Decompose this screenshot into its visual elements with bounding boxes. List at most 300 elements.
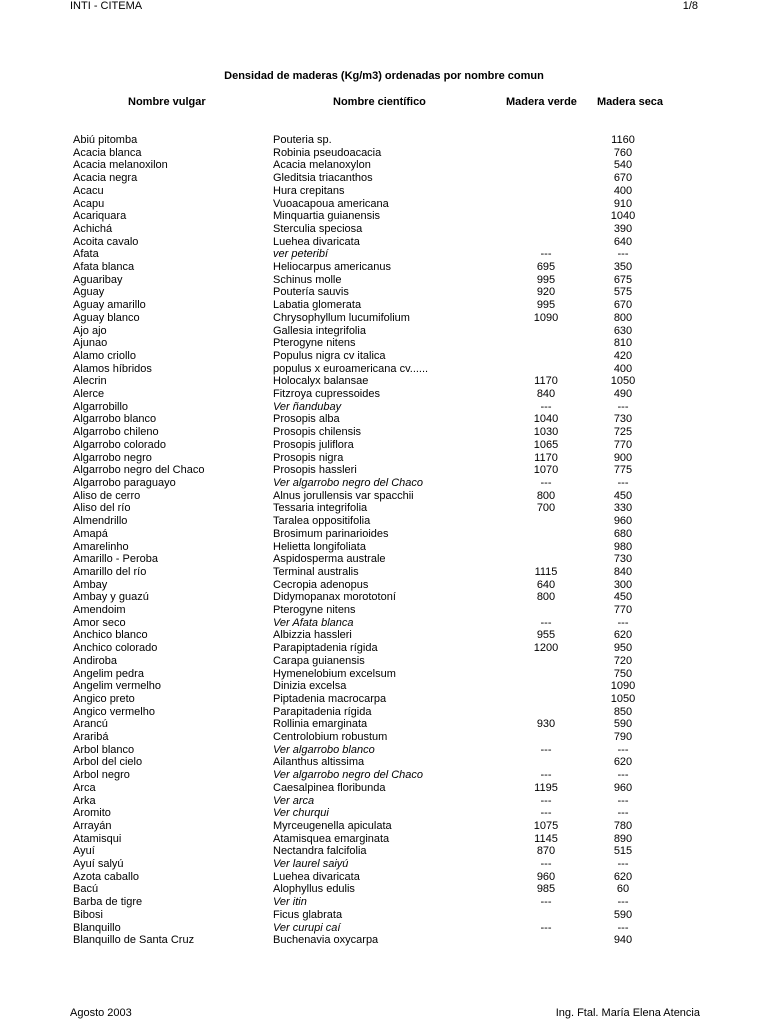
- cell-nombre-vulgar: Ayuí: [73, 845, 95, 858]
- cell-madera-verde: ---: [540, 794, 552, 807]
- cell-madera-seca: 1050: [610, 375, 636, 388]
- cell-nombre-cientifico: Vuoacapoua americana: [273, 197, 389, 210]
- cell-nombre-vulgar: Amapá: [73, 527, 108, 540]
- table-row: [73, 159, 645, 172]
- cell-madera-verde: 1200: [533, 642, 559, 655]
- cell-nombre-vulgar: Ayuí salyú: [73, 858, 124, 871]
- cell-madera-seca: 490: [613, 388, 633, 401]
- cell-madera-seca: 400: [613, 184, 633, 197]
- cell-madera-verde: [491, 934, 601, 947]
- cell-nombre-cientifico: Ver churqui: [273, 807, 329, 820]
- cell-nombre-vulgar: Arbol del cielo: [73, 756, 143, 769]
- table-row: [73, 299, 645, 312]
- cell-madera-seca: 1050: [610, 692, 636, 705]
- cell-madera-verde: 995: [536, 299, 556, 312]
- cell-madera-verde: [491, 172, 601, 185]
- table-row: [73, 541, 645, 554]
- cell-madera-seca: ---: [617, 743, 629, 756]
- cell-madera-seca: 300: [613, 578, 633, 591]
- cell-nombre-cientifico: Hura crepitans: [273, 184, 345, 197]
- cell-nombre-vulgar: Azota caballo: [73, 870, 140, 883]
- cell-nombre-vulgar: Aguay blanco: [73, 311, 140, 324]
- cell-madera-seca: 515: [613, 845, 633, 858]
- cell-nombre-vulgar: Aliso de cerro: [73, 489, 141, 502]
- cell-nombre-vulgar: Aromito: [73, 807, 111, 820]
- cell-madera-verde: 800: [536, 489, 556, 502]
- cell-madera-seca: 960: [613, 781, 633, 794]
- cell-madera-verde: [491, 185, 601, 198]
- cell-madera-seca: ---: [617, 921, 629, 934]
- cell-nombre-cientifico: Albizzia hassleri: [273, 629, 352, 642]
- cell-nombre-vulgar: Acacia melanoxilon: [73, 159, 168, 172]
- cell-madera-seca: 910: [613, 197, 633, 210]
- cell-madera-verde: [491, 210, 601, 223]
- table-row: [73, 477, 645, 490]
- cell-madera-verde: ---: [540, 921, 552, 934]
- table-row: [73, 172, 645, 185]
- table-row: [73, 236, 645, 249]
- cell-madera-seca: 575: [613, 286, 633, 299]
- cell-nombre-cientifico: Ailanthus altissima: [273, 756, 365, 769]
- cell-nombre-cientifico: Poutería sauvis: [273, 286, 349, 299]
- table-row: [73, 439, 645, 452]
- cell-madera-verde: [491, 159, 601, 172]
- cell-nombre-cientifico: Robinia pseudoacacia: [273, 146, 382, 159]
- cell-madera-seca: 670: [613, 172, 633, 185]
- table-row: [73, 401, 645, 414]
- cell-madera-verde: [491, 147, 601, 160]
- table-row: [73, 248, 645, 261]
- cell-nombre-cientifico: Brosimum parinarioides: [273, 527, 389, 540]
- cell-nombre-vulgar: Alecrin: [73, 375, 107, 388]
- cell-madera-verde: 1065: [533, 438, 559, 451]
- cell-madera-seca: 720: [613, 654, 633, 667]
- cell-nombre-cientifico: Schinus molle: [273, 273, 342, 286]
- table-row: [73, 820, 645, 833]
- cell-nombre-vulgar: Ambay y guazú: [73, 591, 149, 604]
- cell-nombre-vulgar: Algarrobo negro del Chaco: [73, 464, 205, 477]
- cell-nombre-vulgar: Algarrobo chileno: [73, 426, 159, 439]
- cell-madera-seca: 850: [613, 705, 633, 718]
- cell-madera-seca: 330: [613, 502, 633, 515]
- cell-madera-verde: 960: [536, 870, 556, 883]
- cell-madera-seca: ---: [617, 616, 629, 629]
- cell-madera-seca: ---: [617, 769, 629, 782]
- cell-nombre-vulgar: Arbol negro: [73, 769, 130, 782]
- cell-madera-seca: 950: [613, 642, 633, 655]
- cell-nombre-cientifico: Pouteria sp.: [273, 134, 332, 146]
- cell-madera-verde: 1070: [533, 464, 559, 477]
- cell-madera-verde: [491, 325, 601, 338]
- cell-madera-verde: 1170: [534, 451, 558, 464]
- cell-nombre-cientifico: Hymenelobium excelsum: [273, 667, 396, 680]
- cell-madera-seca: 730: [613, 413, 633, 426]
- cell-nombre-vulgar: Barba de tigre: [73, 896, 143, 909]
- cell-madera-verde: [491, 668, 601, 681]
- cell-nombre-vulgar: Algarrobo colorado: [73, 438, 166, 451]
- cell-madera-seca: 630: [613, 324, 633, 337]
- table-row: [73, 909, 645, 922]
- cell-nombre-vulgar: Angico vermelho: [73, 705, 155, 718]
- density-table-body: [73, 134, 645, 947]
- cell-madera-verde: 1115: [534, 565, 558, 578]
- cell-madera-verde: ---: [540, 400, 552, 413]
- cell-nombre-cientifico: Fitzroya cupressoides: [273, 388, 380, 401]
- table-row: [73, 452, 645, 465]
- cell-nombre-vulgar: Abiú pitomba: [73, 134, 138, 146]
- cell-madera-verde: [491, 756, 601, 769]
- cell-nombre-cientifico: Pterogyne nitens: [273, 337, 356, 350]
- table-row: [73, 655, 645, 668]
- cell-madera-verde: [491, 655, 601, 668]
- cell-nombre-vulgar: Aguay: [73, 286, 105, 299]
- cell-nombre-vulgar: Andiroba: [73, 654, 118, 667]
- table-row: [73, 795, 645, 808]
- cell-madera-verde: ---: [540, 807, 552, 820]
- cell-nombre-cientifico: Parapiptadenia rígida: [273, 642, 378, 655]
- cell-madera-seca: 590: [613, 908, 633, 921]
- cell-madera-seca: 450: [613, 489, 633, 502]
- cell-madera-seca: 940: [613, 934, 633, 947]
- cell-madera-verde: 695: [536, 261, 556, 274]
- cell-madera-seca: 1160: [611, 134, 635, 146]
- table-row: [73, 185, 645, 198]
- density-table: [73, 134, 645, 947]
- cell-madera-verde: [491, 604, 601, 617]
- cell-nombre-cientifico: Helietta longifoliata: [273, 540, 366, 553]
- cell-madera-verde: [491, 198, 601, 211]
- cell-madera-seca: 620: [613, 629, 633, 642]
- table-row: [73, 312, 645, 325]
- table-row: [73, 553, 645, 566]
- cell-madera-verde: [491, 515, 601, 528]
- table-row: [73, 693, 645, 706]
- cell-nombre-vulgar: Alerce: [73, 388, 105, 401]
- cell-madera-verde: [491, 680, 601, 693]
- cell-nombre-vulgar: Aliso del río: [73, 502, 131, 515]
- cell-madera-verde: ---: [540, 769, 552, 782]
- table-row: [73, 375, 645, 388]
- cell-madera-verde: 1145: [534, 832, 558, 845]
- cell-madera-verde: 1090: [533, 311, 559, 324]
- cell-nombre-vulgar: Almendrillo: [73, 515, 128, 528]
- table-row: [73, 807, 645, 820]
- cell-nombre-vulgar: Araribá: [73, 731, 109, 744]
- table-row: [73, 617, 645, 630]
- cell-madera-verde: ---: [540, 858, 552, 871]
- cell-nombre-vulgar: Amarelinho: [73, 540, 129, 553]
- cell-madera-seca: ---: [617, 896, 629, 909]
- cell-nombre-cientifico: Buchenavia oxycarpa: [273, 934, 379, 947]
- cell-madera-verde: [491, 363, 601, 376]
- cell-madera-seca: ---: [617, 248, 629, 261]
- cell-nombre-vulgar: Amendoim: [73, 604, 126, 617]
- cell-madera-seca: 450: [613, 591, 633, 604]
- cell-nombre-vulgar: Algarrobo negro: [73, 451, 152, 464]
- cell-nombre-cientifico: Prosopis hassleri: [273, 464, 357, 477]
- table-row: [73, 490, 645, 503]
- table-row: [73, 210, 645, 223]
- cell-madera-seca: 620: [613, 756, 633, 769]
- table-row: [73, 337, 645, 350]
- cell-nombre-cientifico: Populus nigra cv italica: [273, 349, 386, 362]
- cell-madera-verde: [491, 528, 601, 541]
- cell-nombre-vulgar: Angelim vermelho: [73, 680, 162, 693]
- column-header-madera-verde: Madera verde: [506, 96, 577, 108]
- cell-nombre-vulgar: Acoita cavalo: [73, 235, 139, 248]
- cell-nombre-cientifico: Cecropia adenopus: [273, 578, 369, 591]
- cell-madera-verde: [491, 134, 601, 147]
- cell-nombre-cientifico: populus x euroamericana cv......: [273, 362, 429, 375]
- cell-madera-seca: 800: [613, 311, 633, 324]
- cell-nombre-vulgar: Arbol blanco: [73, 743, 135, 756]
- cell-madera-verde: [491, 236, 601, 249]
- cell-madera-seca: 750: [613, 667, 633, 680]
- cell-nombre-vulgar: Ajo ajo: [73, 324, 107, 337]
- cell-nombre-cientifico: Heliocarpus americanus: [273, 261, 391, 274]
- cell-nombre-cientifico: Alnus jorullensis var spacchii: [273, 489, 414, 502]
- cell-nombre-vulgar: Aguaribay: [73, 273, 123, 286]
- cell-nombre-cientifico: Labatia glomerata: [273, 299, 362, 312]
- cell-nombre-vulgar: Blanquillo: [73, 921, 121, 934]
- cell-madera-verde: [491, 706, 601, 719]
- table-row: [73, 286, 645, 299]
- cell-nombre-cientifico: Luehea divaricata: [273, 870, 360, 883]
- table-row: [73, 261, 645, 274]
- cell-madera-verde: ---: [540, 743, 552, 756]
- cell-madera-verde: 955: [536, 629, 556, 642]
- table-row: [73, 198, 645, 211]
- cell-nombre-cientifico: Ver laurel saiyú: [273, 858, 349, 871]
- cell-madera-seca: 810: [613, 337, 633, 350]
- cell-nombre-vulgar: Ambay: [73, 578, 108, 591]
- cell-nombre-vulgar: Alamo criollo: [73, 349, 136, 362]
- table-row: [73, 413, 645, 426]
- cell-madera-verde: 920: [536, 286, 556, 299]
- table-row: [73, 896, 645, 909]
- table-row: [73, 579, 645, 592]
- table-row: [73, 706, 645, 719]
- cell-nombre-vulgar: Blanquillo de Santa Cruz: [73, 934, 195, 947]
- cell-nombre-vulgar: Arka: [73, 794, 96, 807]
- table-row: [73, 528, 645, 541]
- table-row: [73, 871, 645, 884]
- cell-nombre-cientifico: Pterogyne nitens: [273, 604, 356, 617]
- table-row: [73, 680, 645, 693]
- cell-nombre-cientifico: Ver curupi caí: [273, 921, 341, 934]
- table-row: [73, 833, 645, 846]
- cell-nombre-vulgar: Algarrobo paraguayo: [73, 476, 176, 489]
- column-header-nombre-vulgar: Nombre vulgar: [128, 96, 206, 108]
- table-row: [73, 388, 645, 401]
- cell-madera-verde: 800: [536, 591, 556, 604]
- cell-nombre-cientifico: Ver algarrobo negro del Chaco: [273, 769, 424, 782]
- cell-nombre-cientifico: Terminal australis: [273, 565, 359, 578]
- table-row: [73, 756, 645, 769]
- cell-madera-seca: 350: [613, 261, 633, 274]
- cell-nombre-vulgar: Algarrobo blanco: [73, 413, 157, 426]
- cell-madera-seca: ---: [617, 807, 629, 820]
- cell-madera-verde: ---: [540, 476, 552, 489]
- table-row: [73, 515, 645, 528]
- cell-madera-seca: 790: [613, 731, 633, 744]
- cell-madera-verde: 1040: [533, 413, 559, 426]
- cell-nombre-cientifico: Ver Afata blanca: [273, 616, 354, 629]
- table-row: [73, 223, 645, 236]
- cell-nombre-vulgar: Atamisqui: [73, 832, 122, 845]
- cell-nombre-cientifico: Luehea divaricata: [273, 235, 360, 248]
- cell-nombre-vulgar: Anchico blanco: [73, 629, 148, 642]
- cell-madera-seca: 725: [613, 426, 633, 439]
- cell-nombre-cientifico: Ver algarrobo blanco: [273, 743, 375, 756]
- cell-madera-verde: 985: [536, 883, 556, 896]
- cell-madera-verde: 995: [536, 273, 556, 286]
- table-row: [73, 426, 645, 439]
- cell-nombre-cientifico: Acacia melanoxylon: [273, 159, 371, 172]
- cell-nombre-vulgar: Bibosi: [73, 908, 103, 921]
- cell-nombre-vulgar: Acapu: [73, 197, 105, 210]
- table-row: [73, 325, 645, 338]
- cell-nombre-cientifico: Caesalpinea floribunda: [273, 781, 386, 794]
- cell-madera-seca: 890: [613, 832, 633, 845]
- cell-madera-verde: [491, 223, 601, 236]
- table-row: [73, 744, 645, 757]
- footer-date: Agosto 2003: [70, 1007, 132, 1019]
- cell-nombre-cientifico: Prosopis chilensis: [273, 426, 362, 439]
- cell-madera-verde: 1030: [533, 426, 559, 439]
- cell-madera-seca: 1090: [610, 680, 636, 693]
- cell-nombre-vulgar: Acariquara: [73, 210, 127, 223]
- cell-nombre-vulgar: Achichá: [73, 222, 113, 235]
- table-row: [73, 566, 645, 579]
- cell-nombre-cientifico: Ver algarrobo negro del Chaco: [273, 476, 424, 489]
- table-row: [73, 731, 645, 744]
- cell-madera-seca: 770: [613, 604, 633, 617]
- cell-madera-seca: ---: [617, 400, 629, 413]
- cell-nombre-cientifico: Alophyllus edulis: [273, 883, 355, 896]
- cell-madera-seca: 775: [613, 464, 633, 477]
- cell-nombre-cientifico: Parapitadenia rígida: [273, 705, 372, 718]
- cell-nombre-cientifico: Prosopis nigra: [273, 451, 344, 464]
- cell-nombre-cientifico: Ver arca: [273, 794, 315, 807]
- cell-madera-seca: 770: [613, 438, 633, 451]
- cell-madera-verde: 700: [536, 502, 556, 515]
- cell-madera-seca: 780: [613, 819, 633, 832]
- cell-nombre-cientifico: Ficus glabrata: [273, 908, 343, 921]
- cell-nombre-cientifico: Myrceugenella apiculata: [273, 819, 392, 832]
- cell-madera-verde: 1075: [533, 819, 559, 832]
- cell-nombre-cientifico: Ver ñandubay: [273, 400, 342, 413]
- cell-nombre-vulgar: Arca: [73, 781, 96, 794]
- cell-madera-verde: ---: [540, 248, 552, 261]
- cell-madera-seca: 760: [613, 146, 633, 159]
- cell-nombre-cientifico: Minquartia guianensis: [273, 210, 381, 223]
- cell-madera-verde: ---: [540, 896, 552, 909]
- cell-madera-seca: 960: [613, 515, 633, 528]
- cell-nombre-vulgar: Afata: [73, 248, 99, 261]
- cell-madera-verde: 930: [536, 718, 556, 731]
- table-row: [73, 502, 645, 515]
- cell-nombre-cientifico: Prosopis alba: [273, 413, 340, 426]
- cell-nombre-vulgar: Acacia negra: [73, 172, 138, 185]
- document-title: Densidad de maderas (Kg/m3) ordenadas por nombre comun: [224, 70, 544, 82]
- cell-madera-seca: 675: [613, 273, 633, 286]
- cell-madera-verde: [491, 693, 601, 706]
- cell-nombre-cientifico: Atamisquea emarginata: [273, 832, 390, 845]
- cell-nombre-cientifico: ver peteribí: [273, 248, 329, 261]
- table-row: [73, 464, 645, 477]
- cell-nombre-cientifico: Holocalyx balansae: [273, 375, 369, 388]
- cell-nombre-vulgar: Alamos híbridos: [73, 362, 152, 375]
- cell-madera-seca: 420: [613, 349, 633, 362]
- cell-nombre-vulgar: Arrayán: [73, 819, 112, 832]
- cell-nombre-cientifico: Chrysophyllum lucumifolium: [273, 311, 410, 324]
- cell-nombre-cientifico: Tessaria integrifolia: [273, 502, 368, 515]
- cell-madera-seca: ---: [617, 476, 629, 489]
- cell-nombre-cientifico: Piptadenia macrocarpa: [273, 692, 387, 705]
- table-row: [73, 769, 645, 782]
- cell-madera-seca: 400: [613, 362, 633, 375]
- cell-nombre-vulgar: Anchico colorado: [73, 642, 158, 655]
- cell-nombre-cientifico: Centrolobium robustum: [273, 731, 388, 744]
- table-row: [73, 845, 645, 858]
- cell-madera-verde: 870: [536, 845, 556, 858]
- table-row: [73, 934, 645, 947]
- table-row: [73, 629, 645, 642]
- cell-madera-seca: 680: [613, 527, 633, 540]
- cell-madera-verde: [491, 553, 601, 566]
- cell-nombre-cientifico: Ver itin: [273, 896, 307, 909]
- cell-madera-seca: 590: [613, 718, 633, 731]
- cell-nombre-vulgar: Ajunao: [73, 337, 108, 350]
- cell-nombre-cientifico: Prosopis juliflora: [273, 438, 354, 451]
- table-row: [73, 922, 645, 935]
- footer-author: Ing. Ftal. María Elena Atencia: [555, 1007, 700, 1019]
- cell-nombre-cientifico: Carapa guianensis: [273, 654, 365, 667]
- cell-nombre-cientifico: Gallesia integrifolia: [273, 324, 366, 337]
- cell-nombre-cientifico: Sterculia speciosa: [273, 222, 363, 235]
- cell-madera-seca: 980: [613, 540, 633, 553]
- cell-nombre-cientifico: Dinizia excelsa: [273, 680, 347, 693]
- cell-madera-verde: 640: [536, 578, 556, 591]
- column-header-madera-seca: Madera seca: [597, 96, 664, 108]
- table-row: [73, 274, 645, 287]
- cell-nombre-cientifico: Nectandra falcifolia: [273, 845, 367, 858]
- cell-madera-verde: [491, 731, 601, 744]
- cell-nombre-vulgar: Amarillo del río: [73, 565, 147, 578]
- cell-madera-seca: 60: [616, 883, 630, 896]
- cell-madera-verde: ---: [540, 616, 552, 629]
- cell-nombre-vulgar: Bacú: [73, 883, 99, 896]
- cell-madera-verde: [491, 337, 601, 350]
- cell-madera-seca: 730: [613, 553, 633, 566]
- cell-nombre-cientifico: Rollinia emarginata: [273, 718, 368, 731]
- cell-nombre-vulgar: Algarrobillo: [73, 400, 129, 413]
- cell-madera-seca: 670: [613, 299, 633, 312]
- cell-nombre-vulgar: Afata blanca: [73, 261, 135, 274]
- cell-nombre-vulgar: Acacu: [73, 184, 104, 197]
- table-row: [73, 858, 645, 871]
- table-row: [73, 134, 645, 147]
- cell-nombre-vulgar: Arancú: [73, 718, 108, 731]
- table-row: [73, 147, 645, 160]
- cell-madera-seca: 900: [613, 451, 633, 464]
- table-row: [73, 718, 645, 731]
- table-row: [73, 782, 645, 795]
- table-row: [73, 604, 645, 617]
- header-organization: INTI - CITEMA: [70, 0, 143, 12]
- cell-madera-seca: ---: [617, 858, 629, 871]
